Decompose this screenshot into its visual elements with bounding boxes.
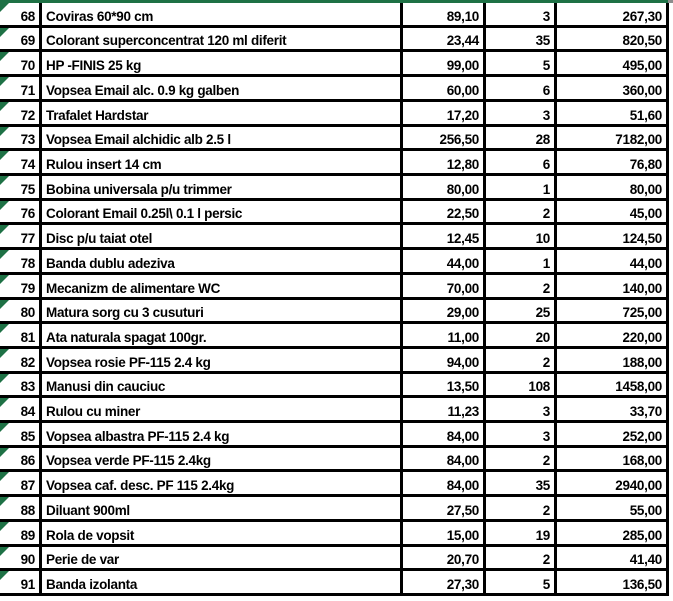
quantity-cell[interactable] [486,28,557,50]
total-value: 188,00 [622,354,662,370]
unit-price-cell[interactable] [403,423,486,445]
row-number: 72 [20,107,35,123]
total-value: 220,00 [622,329,662,345]
product-name-cell[interactable] [42,324,403,346]
total-value: 55,00 [629,502,662,518]
unit-price-value: 11,23 [447,404,479,420]
row-number-cell[interactable] [0,250,42,272]
quantity-cell[interactable] [486,448,557,470]
cell-error-triangle-icon [0,324,9,333]
unit-price-value: 29,00 [446,305,479,321]
cell-error-triangle-icon [0,398,9,407]
quantity-value: 3 [542,404,550,420]
row-number: 76 [20,206,35,222]
total-value: 76,80 [629,156,662,172]
row-number: 88 [20,502,35,518]
total-value: 140,00 [622,280,662,296]
row-number-cell[interactable] [0,522,42,544]
quantity-cell[interactable] [486,522,557,544]
total-cell[interactable] [557,349,669,371]
product-name-cell[interactable] [42,571,403,593]
product-name-cell[interactable] [42,472,403,494]
quantity-value: 28 [535,132,550,148]
quantity-value: 3 [542,107,550,123]
product-name: Colorant Email 0.25l\ 0.1 l persic [46,206,243,222]
product-name-cell[interactable] [42,300,403,322]
quantity-value: 3 [542,428,550,444]
quantity-value: 1 [542,255,550,271]
product-name-cell[interactable] [42,349,403,371]
row-number: 86 [20,453,35,469]
cell-error-triangle-icon [0,127,9,136]
row-number: 73 [20,132,35,148]
unit-price-cell[interactable] [403,571,486,593]
table-row [0,225,669,250]
total-cell[interactable] [557,176,669,198]
row-number: 79 [20,280,35,296]
row-number-cell[interactable] [0,349,42,371]
row-number: 83 [20,379,35,395]
product-name: Manusi din cauciuc [46,379,166,395]
row-number: 70 [20,58,35,74]
product-name: Vopsea verde PF-115 2.4kg [46,453,211,469]
unit-price-cell[interactable] [403,547,486,569]
total-value: 267,30 [622,8,662,24]
row-number-cell[interactable] [0,102,42,124]
row-number-cell[interactable] [0,374,42,396]
quantity-value: 19 [535,527,550,543]
table-row [0,497,669,522]
unit-price-cell[interactable] [403,151,486,173]
quantity-cell[interactable] [486,374,557,396]
unit-price-cell[interactable] [403,497,486,519]
total-value: 725,00 [622,305,662,321]
table-row [0,102,669,127]
total-cell[interactable] [557,300,669,322]
total-value: 80,00 [629,181,662,197]
total-cell[interactable] [557,28,669,50]
quantity-value: 5 [542,577,550,592]
total-cell[interactable] [557,448,669,470]
unit-price-cell[interactable] [403,398,486,420]
product-name: Colorant superconcentrat 120 ml diferit [46,33,287,49]
row-number-cell[interactable] [0,201,42,223]
quantity-cell[interactable] [486,52,557,74]
product-name-cell[interactable] [42,225,403,247]
cell-error-triangle-icon [0,225,9,234]
cell-error-triangle-icon [0,374,9,383]
table-row [0,423,669,448]
total-cell[interactable] [557,52,669,74]
table-row [0,201,669,226]
row-number: 87 [20,478,35,494]
row-number: 71 [20,82,35,98]
product-name: Mecanizm de alimentare WC [46,280,221,296]
total-cell[interactable] [557,497,669,519]
product-name: Coviras 60*90 cm [46,8,154,24]
row-number-cell[interactable] [0,127,42,149]
unit-price-value: 27,30 [446,577,479,592]
product-name-cell[interactable] [42,374,403,396]
total-cell[interactable] [557,151,669,173]
table-row [0,398,669,423]
cell-error-triangle-icon [0,3,9,12]
row-number: 81 [20,329,35,345]
quantity-cell[interactable] [486,423,557,445]
product-name-cell[interactable] [42,547,403,569]
table-row [0,472,669,497]
table-row [0,127,669,152]
product-name: Vopsea caf. desc. PF 115 2.4kg [46,478,235,494]
row-number-cell[interactable] [0,324,42,346]
total-cell[interactable] [557,522,669,544]
product-name-cell[interactable] [42,77,403,99]
total-value: 44,00 [629,255,662,271]
quantity-value: 35 [535,33,550,49]
row-number: 68 [20,8,35,24]
row-number-cell[interactable] [0,472,42,494]
table-row [0,250,669,275]
quantity-value: 2 [542,206,550,222]
cell-error-triangle-icon [0,52,9,61]
unit-price-cell[interactable] [403,448,486,470]
total-value: 136,50 [622,577,662,592]
quantity-cell[interactable] [486,398,557,420]
product-name-cell[interactable] [42,28,403,50]
unit-price-value: 22,50 [446,206,479,222]
product-name-cell[interactable] [42,398,403,420]
product-name: Rulou cu miner [46,404,141,420]
table-row [0,28,669,53]
total-cell[interactable] [557,571,669,593]
unit-price-cell[interactable] [403,77,486,99]
unit-price-cell[interactable] [403,102,486,124]
total-value: 124,50 [622,231,662,247]
row-number: 91 [20,577,35,592]
row-number: 90 [20,552,35,568]
row-number-cell[interactable] [0,571,42,593]
quantity-cell[interactable] [486,176,557,198]
quantity-value: 2 [542,453,550,469]
total-cell[interactable] [557,472,669,494]
product-name-cell[interactable] [42,127,403,149]
product-name: Perie de var [46,552,119,568]
quantity-value: 6 [542,82,550,98]
row-number-cell[interactable] [0,300,42,322]
product-name: Vopsea albastra PF-115 2.4 kg [46,428,230,444]
total-value: 41,40 [629,552,662,568]
quantity-value: 10 [535,231,550,247]
unit-price-value: 84,00 [446,428,479,444]
row-number: 69 [20,33,35,49]
quantity-value: 1 [542,181,550,197]
unit-price-value: 84,00 [446,478,479,494]
unit-price-cell[interactable] [403,300,486,322]
unit-price-value: 23,44 [446,33,479,49]
total-value: 7182,00 [615,132,662,148]
table-row [0,324,669,349]
unit-price-value: 12,45 [446,231,479,247]
unit-price-value: 80,00 [446,181,479,197]
table-row [0,300,669,325]
quantity-cell[interactable] [486,497,557,519]
row-number-cell[interactable] [0,52,42,74]
row-number: 82 [20,354,35,370]
total-cell[interactable] [557,250,669,272]
quantity-cell[interactable] [486,324,557,346]
product-name-cell[interactable] [42,448,403,470]
product-name-cell[interactable] [42,3,403,25]
product-name: Matura sorg cu 3 cusuturi [46,305,204,321]
table-row [0,547,669,572]
total-cell[interactable] [557,374,669,396]
product-name-cell[interactable] [42,423,403,445]
row-number-cell[interactable] [0,398,42,420]
unit-price-value: 15,00 [446,527,479,543]
row-number: 74 [20,156,35,172]
unit-price-value: 17,20 [446,107,479,123]
quantity-cell[interactable] [486,3,557,25]
unit-price-value: 13,50 [446,379,479,395]
total-value: 1458,00 [615,379,662,395]
total-value: 2940,00 [615,478,662,494]
unit-price-value: 256,50 [439,132,479,148]
row-number-cell[interactable] [0,497,42,519]
total-cell[interactable] [557,77,669,99]
product-name: Banda dublu adeziva [46,255,175,271]
total-value: 252,00 [622,428,662,444]
product-name-cell[interactable] [42,151,403,173]
product-name: Ata naturala spagat 100gr. [46,329,207,345]
total-cell[interactable] [557,201,669,223]
table-row [0,3,669,28]
cell-error-triangle-icon [0,472,9,481]
product-name: Bobina universala p/u trimmer [46,181,232,197]
product-name-cell[interactable] [42,176,403,198]
cell-error-triangle-icon [0,571,9,580]
unit-price-cell[interactable] [403,201,486,223]
product-name-cell[interactable] [42,52,403,74]
quantity-cell[interactable] [486,472,557,494]
product-name: Rola de vopsit [46,527,135,543]
cell-error-triangle-icon [0,28,9,37]
unit-price-cell[interactable] [403,472,486,494]
row-number: 77 [20,231,35,247]
product-name-cell[interactable] [42,250,403,272]
quantity-cell[interactable] [486,151,557,173]
table-row [0,77,669,102]
row-number-cell[interactable] [0,151,42,173]
quantity-value: 2 [542,502,550,518]
cell-error-triangle-icon [0,201,9,210]
unit-price-cell[interactable] [403,3,486,25]
total-cell[interactable] [557,423,669,445]
product-name-cell[interactable] [42,102,403,124]
quantity-cell[interactable] [486,102,557,124]
total-value: 820,50 [622,33,662,49]
total-cell[interactable] [557,102,669,124]
quantity-cell[interactable] [486,571,557,593]
product-name-cell[interactable] [42,275,403,297]
row-number-cell[interactable] [0,176,42,198]
table-row [0,374,669,399]
quantity-value: 25 [535,305,550,321]
unit-price-value: 99,00 [446,58,479,74]
unit-price-value: 84,00 [446,453,479,469]
total-value: 33,70 [629,404,662,420]
total-value: 360,00 [622,82,662,98]
quantity-value: 5 [542,58,550,74]
product-name: HP -FINIS 25 kg [46,58,142,74]
table-row [0,151,669,176]
row-number-cell[interactable] [0,225,42,247]
cell-error-triangle-icon [0,448,9,457]
unit-price-cell[interactable] [403,52,486,74]
quantity-value: 35 [535,478,550,494]
unit-price-value: 27,50 [446,502,479,518]
total-cell[interactable] [557,547,669,569]
table-row [0,275,669,300]
quantity-cell[interactable] [486,349,557,371]
quantity-value: 6 [542,156,550,172]
product-name-cell[interactable] [42,497,403,519]
total-cell[interactable] [557,127,669,149]
total-value: 45,00 [629,206,662,222]
product-name: Banda izolanta [46,577,138,592]
unit-price-value: 20,70 [446,552,479,568]
unit-price-cell[interactable] [403,250,486,272]
row-number: 75 [20,181,35,197]
quantity-cell[interactable] [486,300,557,322]
row-number-cell[interactable] [0,3,42,25]
total-cell[interactable] [557,324,669,346]
quantity-value: 3 [542,8,550,24]
table-row [0,52,669,77]
table-row [0,448,669,473]
table-row [0,522,669,547]
product-name: Rulou insert 14 cm [46,156,162,172]
cell-error-triangle-icon [0,275,9,284]
unit-price-cell[interactable] [403,275,486,297]
unit-price-cell[interactable] [403,28,486,50]
quantity-cell[interactable] [486,127,557,149]
unit-price-cell[interactable] [403,225,486,247]
row-number-cell[interactable] [0,547,42,569]
row-number-cell[interactable] [0,423,42,445]
unit-price-cell[interactable] [403,324,486,346]
product-name-cell[interactable] [42,522,403,544]
quantity-cell[interactable] [486,275,557,297]
cell-error-triangle-icon [0,300,9,309]
unit-price-value: 70,00 [446,280,479,296]
cell-error-triangle-icon [0,547,9,556]
total-value: 168,00 [622,453,662,469]
row-number-cell[interactable] [0,28,42,50]
product-name: Vopsea Email alc. 0.9 kg galben [46,82,240,98]
row-number-cell[interactable] [0,448,42,470]
quantity-value: 2 [542,354,550,370]
product-name: Disc p/u taiat otel [46,231,153,247]
unit-price-value: 12,80 [446,156,479,172]
row-number: 89 [20,527,35,543]
cell-error-triangle-icon [0,176,9,185]
unit-price-value: 11,00 [447,329,479,345]
unit-price-cell[interactable] [403,176,486,198]
total-cell[interactable] [557,3,669,25]
quantity-value: 108 [528,379,550,395]
table-row [0,349,669,374]
cell-error-triangle-icon [0,102,9,111]
quantity-cell[interactable] [486,201,557,223]
cell-error-triangle-icon [0,423,9,432]
unit-price-value: 94,00 [446,354,479,370]
table-row [0,176,669,201]
total-value: 495,00 [622,58,662,74]
product-name: Vopsea Email alchidic alb 2.5 l [46,132,231,148]
total-cell[interactable] [557,398,669,420]
cell-error-triangle-icon [0,250,9,259]
spreadsheet-table [0,3,669,596]
total-cell[interactable] [557,275,669,297]
row-number-cell[interactable] [0,77,42,99]
total-value: 285,00 [622,527,662,543]
quantity-value: 2 [542,552,550,568]
unit-price-value: 44,00 [446,255,479,271]
row-number-cell[interactable] [0,275,42,297]
row-number: 85 [20,428,35,444]
quantity-value: 20 [535,329,550,345]
cell-error-triangle-icon [0,497,9,506]
unit-price-value: 89,10 [446,8,479,24]
quantity-cell[interactable] [486,547,557,569]
cell-error-triangle-icon [0,349,9,358]
unit-price-cell[interactable] [403,374,486,396]
cell-error-triangle-icon [0,77,9,86]
unit-price-cell[interactable] [403,522,486,544]
product-name: Trafalet Hardstar [46,107,149,123]
total-value: 51,60 [629,107,662,123]
quantity-cell[interactable] [486,77,557,99]
cell-error-triangle-icon [0,151,9,160]
unit-price-cell[interactable] [403,127,486,149]
table-row [0,571,669,596]
cell-error-triangle-icon [0,522,9,531]
row-number: 84 [20,404,35,420]
row-number: 80 [20,305,35,321]
unit-price-cell[interactable] [403,349,486,371]
quantity-cell[interactable] [486,225,557,247]
quantity-value: 2 [542,280,550,296]
unit-price-value: 60,00 [446,82,479,98]
product-name: Diluant 900ml [46,502,130,518]
quantity-cell[interactable] [486,250,557,272]
row-number: 78 [20,255,35,271]
product-name-cell[interactable] [42,201,403,223]
total-cell[interactable] [557,225,669,247]
product-name: Vopsea rosie PF-115 2.4 kg [46,354,211,370]
